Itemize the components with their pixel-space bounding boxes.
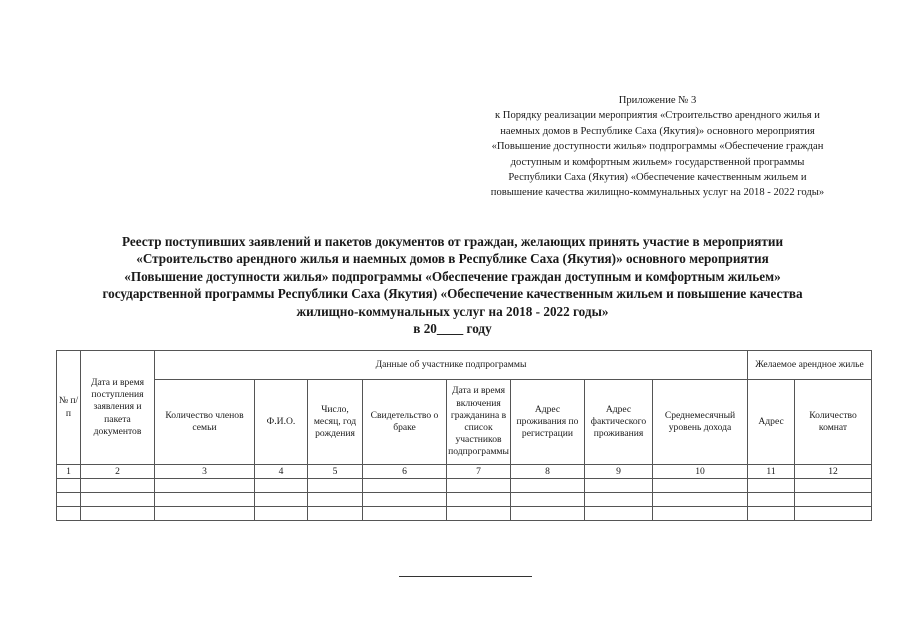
empty-cell xyxy=(363,493,447,507)
empty-cell xyxy=(511,507,585,521)
document-title xyxy=(40,233,865,337)
appendix-line: доступным и комфортным жильем» государственной программы xyxy=(510,156,805,168)
empty-cell xyxy=(585,479,653,493)
column-number-cell: 2 xyxy=(81,465,155,479)
empty-cell xyxy=(57,507,81,521)
empty-cell xyxy=(447,507,511,521)
empty-cell xyxy=(511,479,585,493)
empty-cell xyxy=(653,493,748,507)
header-full-name: Ф.И.О. xyxy=(255,380,308,465)
empty-cell xyxy=(155,493,255,507)
header-actual-address: Адрес фактического проживания xyxy=(585,380,653,465)
header-inclusion-date: Дата и время включения гражданина в список участников подпрограммы xyxy=(447,380,511,465)
empty-cell xyxy=(795,493,872,507)
empty-cell xyxy=(255,507,308,521)
empty-cell xyxy=(57,493,81,507)
header-submission-date: Дата и время поступления заявления и пакета документов xyxy=(81,351,155,465)
column-number-cell: 5 xyxy=(308,465,363,479)
header-marriage-certificate: Свидетельство о браке xyxy=(363,380,447,465)
header-housing-group: Желаемое арендное жилье xyxy=(748,351,872,380)
empty-cell xyxy=(308,479,363,493)
registry-table xyxy=(56,350,872,521)
empty-table-row xyxy=(57,479,872,493)
column-number-cell: 9 xyxy=(585,465,653,479)
empty-cell xyxy=(57,479,81,493)
header-room-count: Количество комнат xyxy=(795,380,872,465)
appendix-line: повышение качества жилищно-коммунальных услуг на 2018 - 2022 годы» xyxy=(490,187,825,199)
title-line: Реестр поступивших заявлений и пакетов документов от граждан, желающих принять участие в мероприятии xyxy=(121,234,784,249)
empty-cell xyxy=(511,493,585,507)
title-line: «Повышение доступности жилья» подпрограммы «Обеспечение граждан доступным и комфортным жильем» xyxy=(124,268,781,284)
empty-cell xyxy=(795,479,872,493)
appendix-line: к Порядку реализации мероприятия «Строительство арендного жилья и xyxy=(495,110,820,122)
header-average-income: Среднемесячный уровень дохода xyxy=(653,380,748,465)
empty-cell xyxy=(653,507,748,521)
empty-cell xyxy=(363,479,447,493)
empty-cell xyxy=(81,507,155,521)
header-family-members: Количество членов семьи xyxy=(155,380,255,465)
header-registration-address: Адрес проживания по регистрации xyxy=(511,380,585,465)
empty-table-row xyxy=(57,507,872,521)
title-line: «Строительство арендного жилья и наемных домов в Республике Саха (Якутия)» основного мероприятия xyxy=(136,251,769,267)
title-line: жилищно-коммунальных услуг на 2018 - 2022 годы» xyxy=(296,303,609,319)
empty-cell xyxy=(308,507,363,521)
empty-cell xyxy=(155,507,255,521)
empty-cell xyxy=(748,507,795,521)
empty-cell xyxy=(795,507,872,521)
header-birth-date: Число, месяц, год рождения xyxy=(308,380,363,465)
header-row-number: № п/п xyxy=(57,351,81,465)
empty-cell xyxy=(255,493,308,507)
empty-table-row xyxy=(57,493,872,507)
column-number-cell: 11 xyxy=(748,465,795,479)
column-number-cell: 3 xyxy=(155,465,255,479)
appendix-block xyxy=(445,93,870,201)
empty-cell xyxy=(447,479,511,493)
column-number-cell: 10 xyxy=(653,465,748,479)
appendix-line: Приложение № 3 xyxy=(618,95,697,106)
appendix-line: «Повышение доступности жилья» подпрограммы «Обеспечение граждан xyxy=(491,141,824,153)
footer-rule xyxy=(399,576,532,577)
empty-cell xyxy=(81,493,155,507)
title-line: государственной программы Республики Саха (Якутия) «Обеспечение качественным жильем и повышение качества xyxy=(102,286,803,302)
empty-cell xyxy=(748,493,795,507)
empty-cell xyxy=(155,479,255,493)
header-participant-group: Данные об участнике подпрограммы xyxy=(155,351,748,380)
header-housing-address: Адрес xyxy=(748,380,795,465)
empty-cell xyxy=(447,493,511,507)
empty-cell xyxy=(81,479,155,493)
empty-cell xyxy=(748,479,795,493)
empty-cell xyxy=(363,507,447,521)
empty-cell xyxy=(585,493,653,507)
column-number-cell: 7 xyxy=(447,465,511,479)
column-number-cell: 1 xyxy=(57,465,81,479)
appendix-line: Республики Саха (Якутия) «Обеспечение качественным жильем и xyxy=(508,172,807,184)
empty-cell xyxy=(308,493,363,507)
column-number-cell: 12 xyxy=(795,465,872,479)
empty-cell xyxy=(653,479,748,493)
column-number-cell: 6 xyxy=(363,465,447,479)
title-line: в 20____ году xyxy=(413,321,492,337)
column-number-cell: 8 xyxy=(511,465,585,479)
appendix-line: наемных домов в Республике Саха (Якутия)» основного мероприятия xyxy=(500,125,815,137)
empty-cell xyxy=(585,507,653,521)
column-number-cell: 4 xyxy=(255,465,308,479)
empty-cell xyxy=(255,479,308,493)
